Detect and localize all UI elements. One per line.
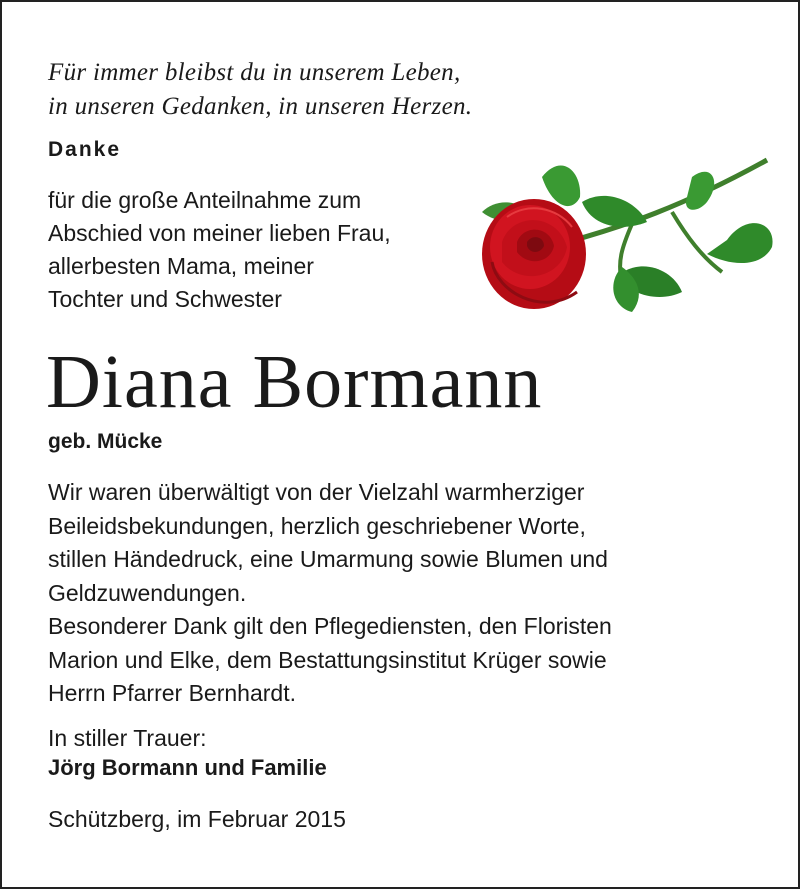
thanks-text: [48, 184, 391, 316]
body-line: Geldzuwendungen.: [48, 579, 247, 606]
body-line: Besonderer Dank gilt den Pflegediensten, den Floristen: [48, 613, 612, 639]
body-line: Marion und Elke, dem Bestattungsinstitut Krüger sowie: [48, 646, 607, 673]
body-line: stillen Händedruck, eine Umarmung sowie Blumen und: [48, 546, 608, 572]
body-line: Herrn Pfarrer Bernhardt.: [48, 680, 296, 706]
body-line: Beileidsbekundungen, herzlich geschriebener Worte,: [48, 512, 586, 539]
place-date: Schützberg, im Februar 2015: [48, 806, 346, 832]
birth-name: geb. Mücke: [48, 430, 163, 453]
memorial-verse: [48, 56, 472, 124]
thanks-line: für die große Anteilnahme zum: [48, 187, 362, 213]
gratitude-text: [48, 476, 612, 711]
verse-line: Für immer bleibst du in unserem Leben,: [48, 59, 461, 86]
mourning-label: In stiller Trauer:: [48, 725, 207, 751]
thanks-line: Abschied von meiner lieben Frau,: [48, 220, 391, 246]
thanks-line: allerbesten Mama, meiner: [48, 253, 314, 279]
body-line: Wir waren überwältigt von der Vielzahl warmherziger: [48, 479, 585, 505]
thanks-line: Tochter und Schwester: [48, 286, 282, 312]
danke-heading: Danke: [48, 138, 122, 161]
red-rose-image: [472, 142, 782, 322]
verse-line: in unseren Gedanken, in unseren Herzen.: [48, 93, 473, 120]
family-signature: Jörg Bormann und Familie: [48, 755, 327, 780]
deceased-name: Diana Bormann: [46, 340, 543, 424]
